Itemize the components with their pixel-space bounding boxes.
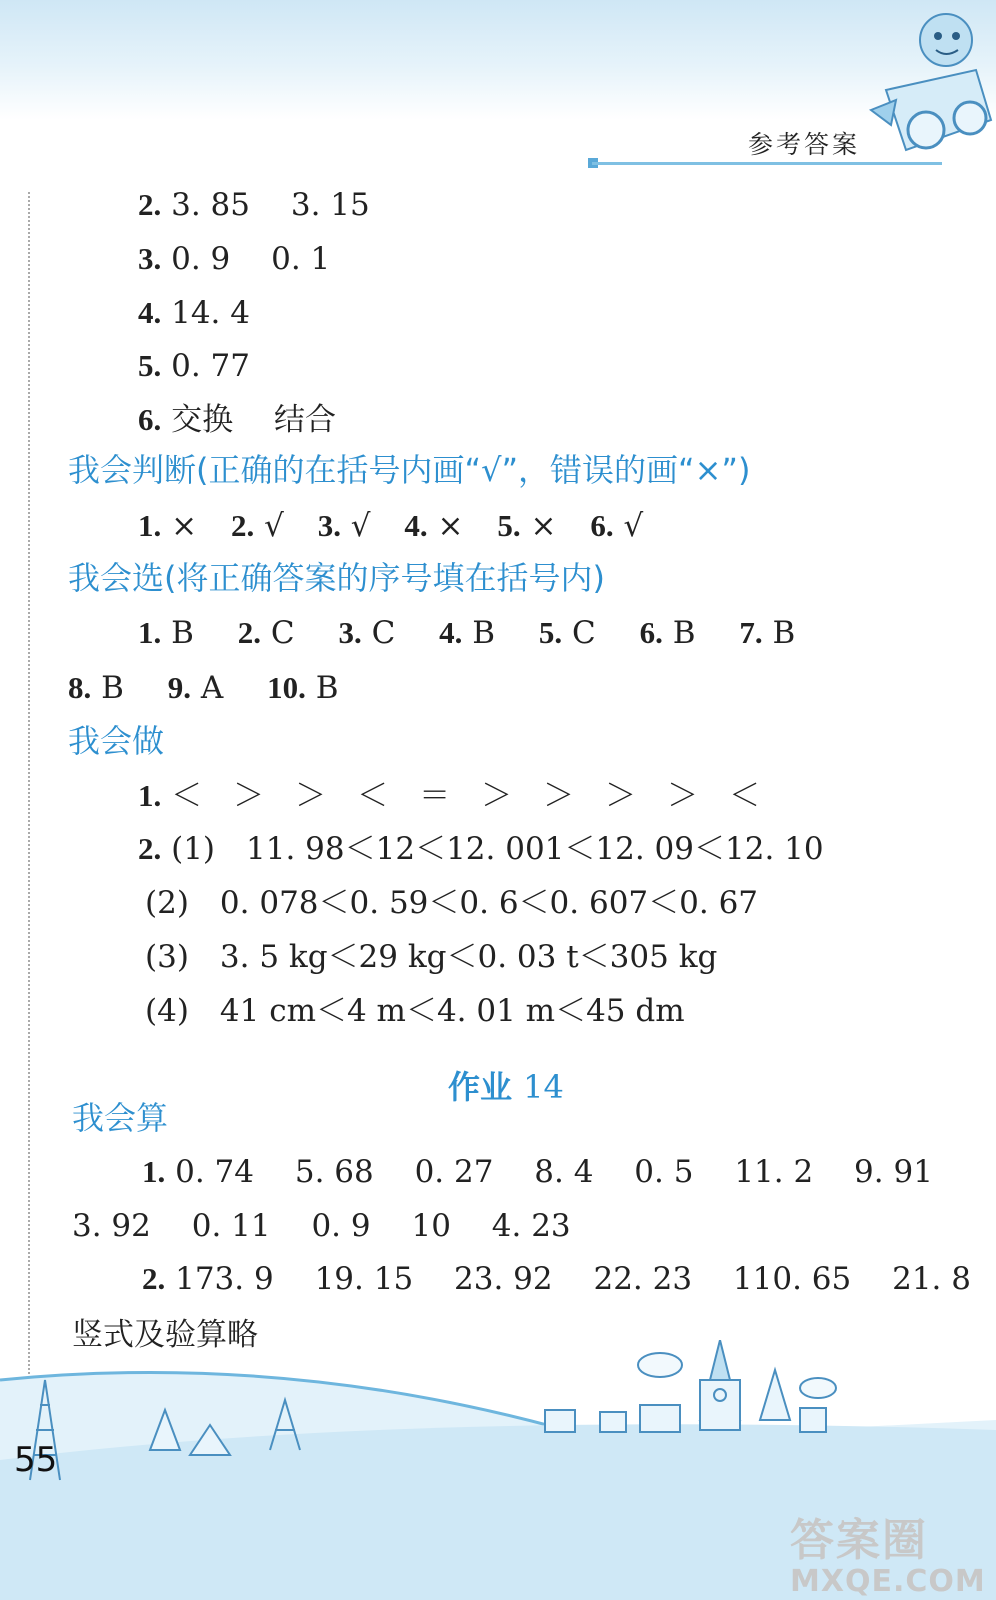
- judge-answers: 1. × 2. √ 3. √ 4. × 5. × 6. √: [138, 508, 644, 544]
- do-q2-line4: (4) 41 cm＜4 m＜4. 01 m＜45 dm: [145, 993, 685, 1029]
- page-number: 55: [14, 1440, 58, 1480]
- rocket-mascot-illustration: [866, 0, 996, 175]
- header-band: [0, 0, 996, 120]
- section-heading-do: 我会做: [68, 722, 165, 760]
- calc-note: 竖式及验算略: [72, 1317, 258, 1353]
- answer-line: [138, 294, 250, 332]
- do-q1: 1. ＜ ＞ ＞ ＜ ＝ ＞ ＞ ＞ ＞ ＜: [138, 778, 761, 814]
- answer-line: [138, 401, 336, 439]
- answer-text: 14. 4: [171, 295, 250, 331]
- binding-margin-line: [28, 192, 30, 1402]
- do-q2-line3: (3) 3. 5 kg＜29 kg＜0. 03 t＜305 kg: [145, 939, 718, 975]
- calc-q1-line1: 1. 0. 74 5. 68 0. 27 8. 4 0. 5 11. 2 9. 91: [142, 1154, 933, 1190]
- answer-text: 0. 9 0. 1: [171, 241, 331, 277]
- answer-text: 交换 结合: [171, 402, 336, 438]
- header-title: 参考答案: [748, 130, 861, 159]
- do-q2-line2: (2) 0. 078＜0. 59＜0. 6＜0. 607＜0. 67: [145, 885, 759, 921]
- question-number: 2.: [138, 187, 162, 222]
- answer-line: [138, 240, 330, 278]
- watermark-top: 答案圈: [790, 1515, 928, 1566]
- watermark: [790, 1504, 990, 1599]
- section-heading-judge: 我会判断(正确的在括号内画“√”，错误的画“×”): [68, 451, 751, 489]
- header-rule: [592, 162, 942, 165]
- section-heading-choose: 我会选(将正确答案的序号填在括号内): [68, 559, 605, 597]
- do-q2-line1: 2. (1) 11. 98＜12＜12. 001＜12. 09＜12. 10: [138, 831, 824, 867]
- answer-line: [138, 347, 250, 385]
- answer-text: 3. 85 3. 15: [171, 187, 370, 223]
- question-number: 4.: [138, 295, 162, 330]
- watermark-bottom: MXQE.COM: [790, 1564, 986, 1599]
- choose-answers-row2: 8. B 9. A 10. B: [68, 670, 339, 706]
- homework-title: 作业 14: [448, 1068, 564, 1106]
- question-number: 6.: [138, 402, 162, 437]
- answer-line: [138, 186, 370, 224]
- choose-answers-row1: 1. B 2. C 3. C 4. B 5. C 6. B 7. B: [138, 615, 796, 651]
- question-number: 5.: [138, 348, 162, 383]
- answer-text: 0. 77: [171, 348, 250, 384]
- calc-q2-line: 2. 173. 9 19. 15 23. 92 22. 23 110. 65 21. 8: [142, 1261, 971, 1297]
- calc-q1-line2: 3. 92 0. 11 0. 9 10 4. 23: [72, 1208, 571, 1244]
- question-number: 3.: [138, 241, 162, 276]
- section-heading-calc: 我会算: [72, 1099, 169, 1137]
